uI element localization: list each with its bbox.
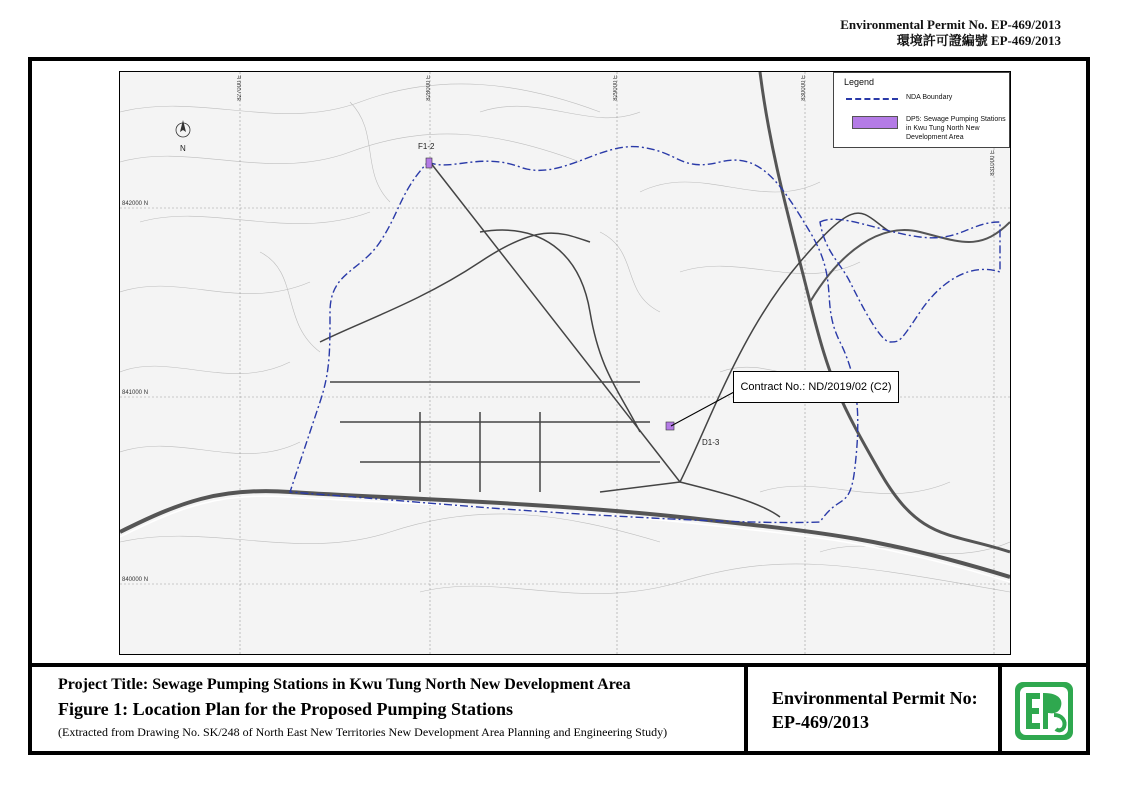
nda-boundary-east (820, 219, 1000, 342)
northing-label-1: 842000 N (122, 201, 149, 207)
legend-boundary-label: NDA Boundary (906, 94, 953, 101)
header-permit-en: Environmental Permit No. EP-469/2013 (840, 17, 1061, 32)
contract-callout: Contract No.: ND/2019/02 (C2) (733, 371, 899, 403)
epd-logo-icon (1014, 681, 1074, 741)
northing-label-3: 840000 N (122, 577, 149, 583)
pumping-station-d13[interactable] (666, 422, 674, 430)
station-label-f12: F1-2 (418, 142, 435, 151)
easting-label-3: 829000 E (613, 75, 619, 101)
title-block-separator-2 (998, 663, 1002, 755)
legend-boundary-symbol (846, 98, 898, 100)
roads (320, 162, 890, 517)
legend-station-label: DP5: Sewage Pumping Stations in Kwu Tung North New Development Area (906, 116, 1006, 141)
legend-title: Legend (844, 77, 875, 87)
legend-station-swatch (852, 116, 898, 129)
north-label: N (180, 144, 186, 153)
figure-title: Figure 1: Location Plan for the Proposed Pumping Stations (58, 699, 514, 719)
easting-label-2: 828000 E (426, 75, 432, 101)
project-title: Project Title: Sewage Pumping Stations in Kwu Tung North New Development Area (58, 676, 631, 693)
permit-label: Environmental Permit No: (772, 688, 978, 708)
pumping-station-f12[interactable] (426, 158, 432, 168)
extract-note: (Extracted from Drawing No. SK/248 of North East New Territories New Development Area Planning and Engineering Study) (58, 725, 668, 739)
terrain-contours (120, 84, 1010, 594)
map-grid (120, 72, 1010, 654)
easting-label-1: 827000 E (237, 75, 243, 101)
header-permit-zh: 環境許可證編號 EP-469/2013 (896, 33, 1061, 48)
title-block-separator-1 (744, 663, 748, 755)
location-map[interactable] (119, 71, 1011, 655)
highway (120, 72, 1010, 582)
easting-label-4: 830000 E (801, 75, 807, 101)
permit-number: EP-469/2013 (772, 712, 869, 732)
title-block-divider (28, 663, 1090, 667)
easting-label-5: 831000 E (990, 150, 996, 176)
station-label-d13: D1-3 (702, 438, 720, 447)
map-legend (833, 72, 1010, 148)
map-drawing (120, 72, 1010, 654)
northing-label-2: 841000 N (122, 390, 149, 396)
nda-boundary (290, 147, 858, 523)
